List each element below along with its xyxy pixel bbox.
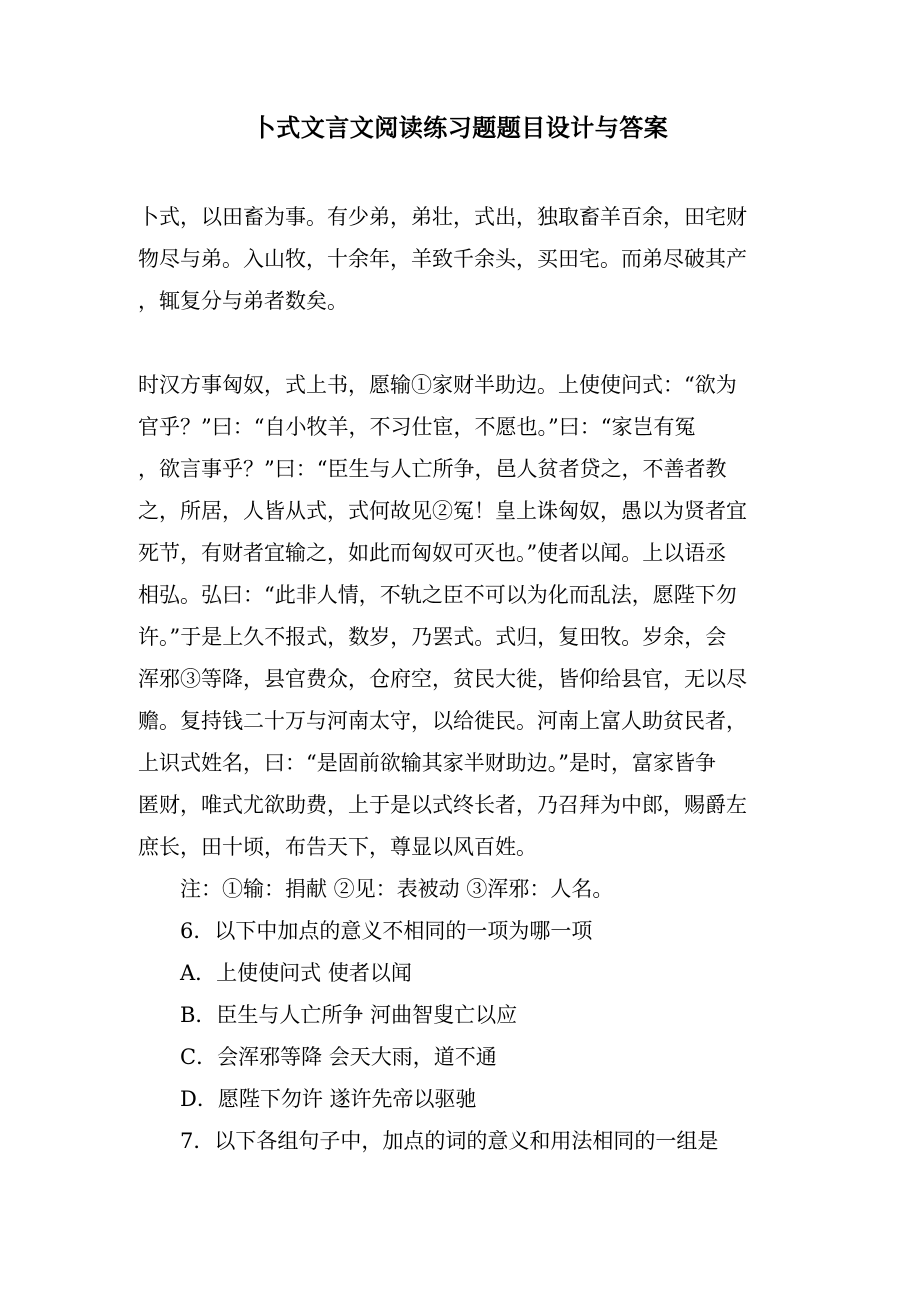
paragraph-2	[138, 364, 778, 868]
annotation-note: 注：①输：捐献 ②见：表被动 ③浑邪：人名。	[180, 877, 614, 901]
paragraph-2-line: 赡。复持钱二十万与河南太守，以给徙民。河南上富人助贫民者，	[138, 709, 747, 733]
paragraph-1-line: 卜式，以田畜为事。有少弟，弟壮，式出，独取畜羊百余，田宅财	[138, 205, 747, 229]
document-title: 卜式文言文阅读练习题题目设计与答案	[251, 113, 669, 142]
question-6-option-d: D．愿陛下勿许 遂许先帝以驱驰	[180, 1087, 477, 1111]
question-6-option-a: A．上使使问式 使者以闻	[180, 961, 412, 985]
paragraph-2-line: 之，所居，人皆从式，式何故见②冤！皇上诛匈奴，愚以为贤者宜	[138, 499, 747, 523]
paragraph-2-line: 死节，有财者宜输之，如此而匈奴可灭也。”使者以闻。上以语丞	[138, 541, 727, 565]
paragraph-2-line: ，欲言事乎？”曰：“臣生与人亡所争，邑人贫者贷之，不善者教	[138, 457, 727, 481]
questions-block	[180, 868, 820, 1162]
paragraph-1-line: ，辄复分与弟者数矣。	[138, 289, 348, 313]
paragraph-2-line: 时汉方事匈奴，式上书，愿输①家财半助边。上使使问式：“欲为	[138, 373, 737, 397]
paragraph-2-line: 许。”于是上久不报式，数岁，乃罢式。式归，复田牧。岁余，会	[138, 625, 727, 649]
paragraph-2-line: 官乎？”曰：“自小牧羊，不习仕宦，不愿也。”曰：“家岂有冤	[138, 415, 696, 439]
paragraph-1-line: 物尽与弟。入山牧，十余年，羊致千余头，买田宅。而弟尽破其产	[138, 247, 747, 271]
paragraph-2-line: 相弘。弘曰：“此非人情，不轨之臣不可以为化而乱法，愿陛下勿	[138, 583, 737, 607]
paragraph-2-line: 上识式姓名，曰：“是固前欲输其家半财助边。”是时，富家皆争	[138, 751, 716, 775]
question-6-option-c: C．会浑邪等降 会天大雨，道不通	[180, 1045, 497, 1069]
question-6-option-b: B．臣生与人亡所争 河曲智叟亡以应	[180, 1003, 518, 1027]
question-6-stem: 6．以下中加点的意义不相同的一项为哪一项	[180, 919, 593, 943]
paragraph-2-line: 浑邪③等降，县官费众，仓府空，贫民大徙，皆仰给县官，无以尽	[138, 667, 747, 691]
paragraph-1	[138, 196, 778, 322]
paragraph-2-line: 庶长，田十顷，布告天下，尊显以风百姓。	[138, 835, 537, 859]
paragraph-2-line: 匿财，唯式尤欲助费，上于是以式终长者，乃召拜为中郎，赐爵左	[138, 793, 747, 817]
question-7-stem: 7．以下各组句子中，加点的词的意义和用法相同的一组是	[180, 1129, 719, 1153]
